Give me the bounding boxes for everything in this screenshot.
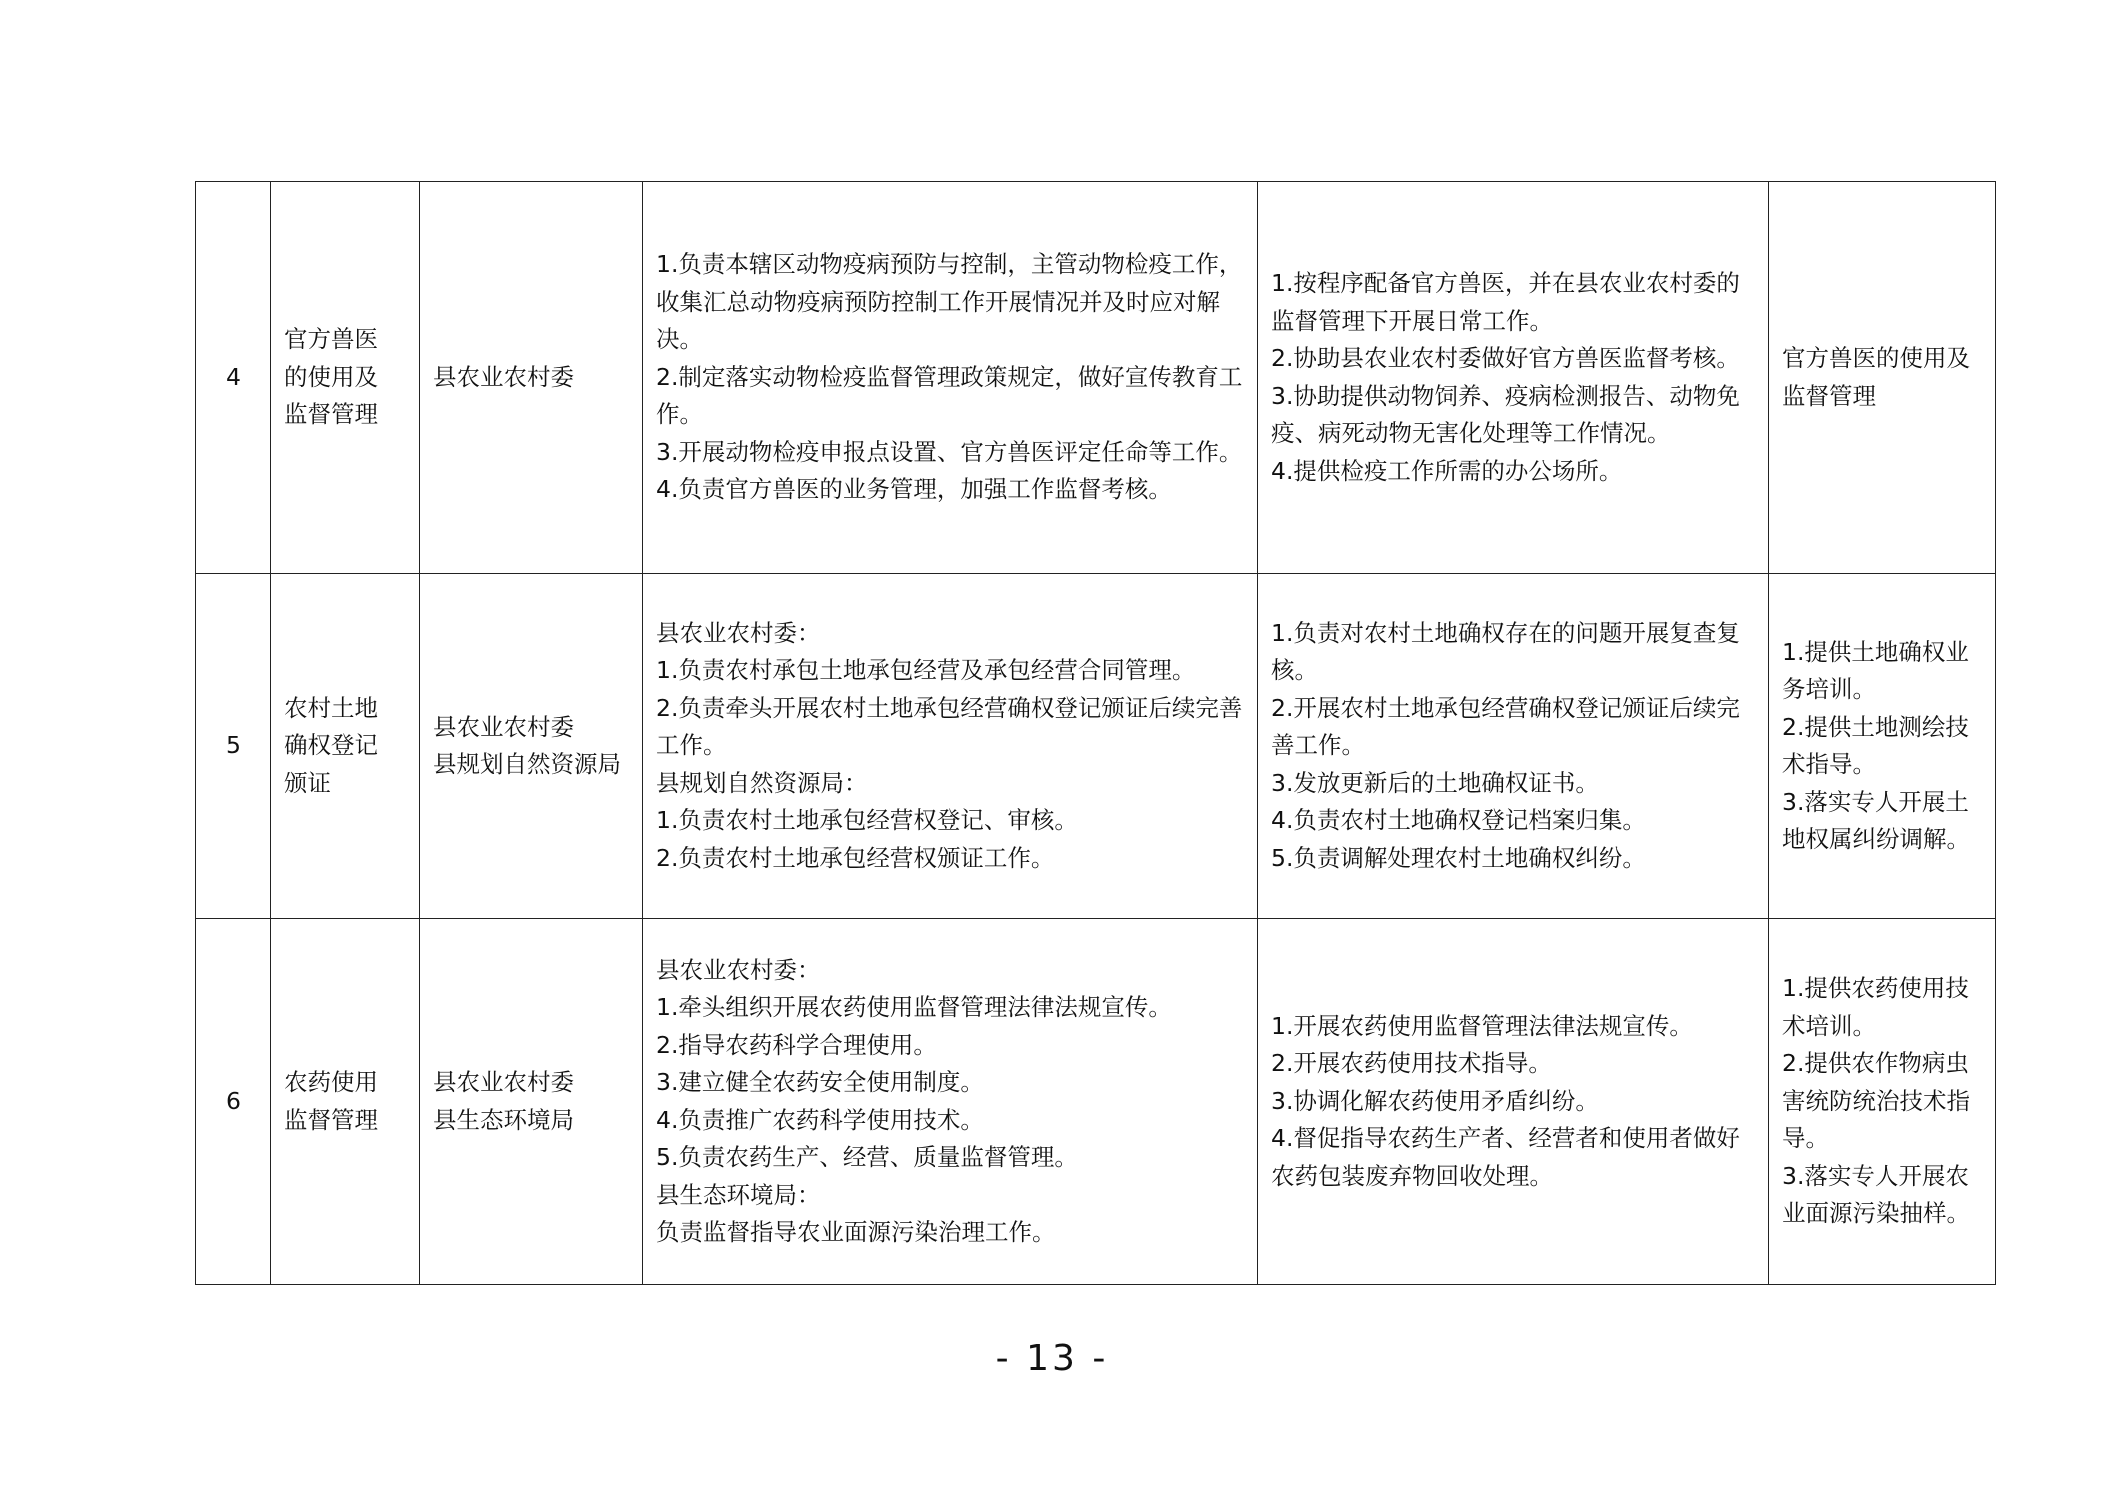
duty-line: 5.负责农药生产、经营、质量监督管理。	[656, 1143, 1078, 1171]
coordination-line: 官方兽医的使用及监督管理	[1782, 344, 1970, 410]
duty-line: 4.提供检疫工作所需的办公场所。	[1271, 456, 1623, 485]
duty-line: 1.牵头组织开展农药使用监督管理法律法规宣传。	[656, 993, 1172, 1021]
duty-line: 4.负责推广农药科学使用技术。	[656, 1105, 984, 1134]
coordination-matters	[1769, 574, 1996, 919]
responsible-department	[420, 182, 643, 574]
table-row	[196, 182, 1996, 574]
responsible-department	[420, 574, 643, 919]
item-name-line: 农药使用	[284, 1068, 378, 1096]
town-duties	[1258, 574, 1769, 919]
duty-line: 1.负责对农村土地确权存在的问题开展复查复核。	[1271, 618, 1740, 685]
duty-line: 县农业农村委：	[656, 618, 821, 647]
town-duties	[1258, 919, 1769, 1285]
item-name	[271, 919, 420, 1285]
department-duties	[643, 182, 1258, 574]
department-line: 县农业农村委	[433, 1068, 574, 1096]
duty-line: 3.协助提供动物饲养、疫病检测报告、动物免疫、病死动物无害化处理等工作情况。	[1271, 381, 1740, 447]
department-line: 县规划自然资源局	[433, 750, 621, 778]
duty-line: 3.协调化解农药使用矛盾纠纷。	[1271, 1086, 1599, 1115]
responsible-department	[420, 919, 643, 1285]
duty-line: 县农业农村委：	[656, 955, 821, 984]
duty-line: 4.负责官方兽医的业务管理，加强工作监督考核。	[656, 475, 1172, 504]
item-name-line: 农村土地	[284, 693, 378, 722]
coordination-line: 1.提供土地确权业务培训。	[1782, 637, 1969, 703]
department-duties	[643, 574, 1258, 919]
row-number: 4	[196, 182, 271, 574]
coordination-line: 1.提供农药使用技术培训。	[1782, 974, 1969, 1040]
duty-line: 2.负责牵头开展农村土地承包经营确权登记颁证后续完善工作。	[656, 693, 1243, 760]
duty-line: 1.按程序配备官方兽医，并在县农业农村委的监督管理下开展日常工作。	[1271, 269, 1740, 335]
duty-line: 负责监督指导农业面源污染治理工作。	[656, 1218, 1056, 1246]
department-line: 县生态环境局	[433, 1105, 574, 1134]
table-row	[196, 574, 1996, 919]
department-line: 县农业农村委	[433, 712, 574, 741]
duty-table	[195, 181, 1996, 1285]
duty-line: 5.负责调解处理农村土地确权纠纷。	[1271, 843, 1646, 872]
item-name-line: 确权登记	[284, 731, 378, 760]
duty-line: 3.开展动物检疫申报点设置、官方兽医评定任命等工作。	[656, 437, 1243, 466]
item-name-line: 监督管理	[284, 1105, 378, 1134]
duty-line: 3.发放更新后的土地确权证书。	[1271, 768, 1599, 797]
duty-line: 县生态环境局：	[656, 1180, 821, 1209]
item-name-line: 的使用及	[284, 362, 378, 391]
item-name-line: 官方兽医	[284, 325, 378, 354]
duty-line: 3.建立健全农药安全使用制度。	[656, 1068, 984, 1096]
duty-line: 1.开展农药使用监督管理法律法规宣传。	[1271, 1011, 1693, 1040]
row-number: 6	[196, 919, 271, 1285]
duty-line: 4.负责农村土地确权登记档案归集。	[1271, 806, 1646, 835]
coordination-line: 2.提供土地测绘技术指导。	[1782, 712, 1969, 778]
duty-line: 2.指导农药科学合理使用。	[656, 1030, 937, 1059]
duty-line: 4.督促指导农药生产者、经营者和使用者做好农药包装废弃物回收处理。	[1271, 1124, 1740, 1190]
duty-line: 2.开展农药使用技术指导。	[1271, 1049, 1552, 1078]
page-number: - 13 -	[995, 1338, 1109, 1379]
row-number: 5	[196, 574, 271, 919]
item-name	[271, 574, 420, 919]
item-name-line: 颁证	[284, 768, 331, 797]
town-duties	[1258, 182, 1769, 574]
duty-line: 1.负责农村土地承包经营权登记、审核。	[656, 806, 1078, 835]
coordination-line: 2.提供农作物病虫害统防统治技术指导。	[1782, 1049, 1970, 1153]
table-row	[196, 919, 1996, 1285]
duty-line: 县规划自然资源局：	[656, 768, 868, 797]
item-name-line: 监督管理	[284, 400, 378, 429]
duty-line: 2.负责农村土地承包经营权颁证工作。	[656, 843, 1055, 872]
duty-line: 2.协助县农业农村委做好官方兽医监督考核。	[1271, 344, 1740, 372]
item-name	[271, 182, 420, 574]
duty-line: 1.负责本辖区动物疫病预防与控制，主管动物检疫工作，收集汇总动物疫病预防控制工作开展情况并及时应对解决。	[656, 250, 1243, 354]
department-line: 县农业农村委	[433, 362, 574, 391]
coordination-line: 3.落实专人开展土地权属纠纷调解。	[1782, 787, 1970, 853]
department-duties	[643, 919, 1258, 1285]
duty-line: 2.制定落实动物检疫监督管理政策规定，做好宣传教育工作。	[656, 362, 1243, 429]
coordination-matters	[1769, 919, 1996, 1285]
duty-line: 2.开展农村土地承包经营确权登记颁证后续完善工作。	[1271, 693, 1740, 760]
coordination-matters	[1769, 182, 1996, 574]
coordination-line: 3.落实专人开展农业面源污染抽样。	[1782, 1161, 1970, 1228]
duty-line: 1.负责农村承包土地承包经营及承包经营合同管理。	[656, 656, 1196, 685]
